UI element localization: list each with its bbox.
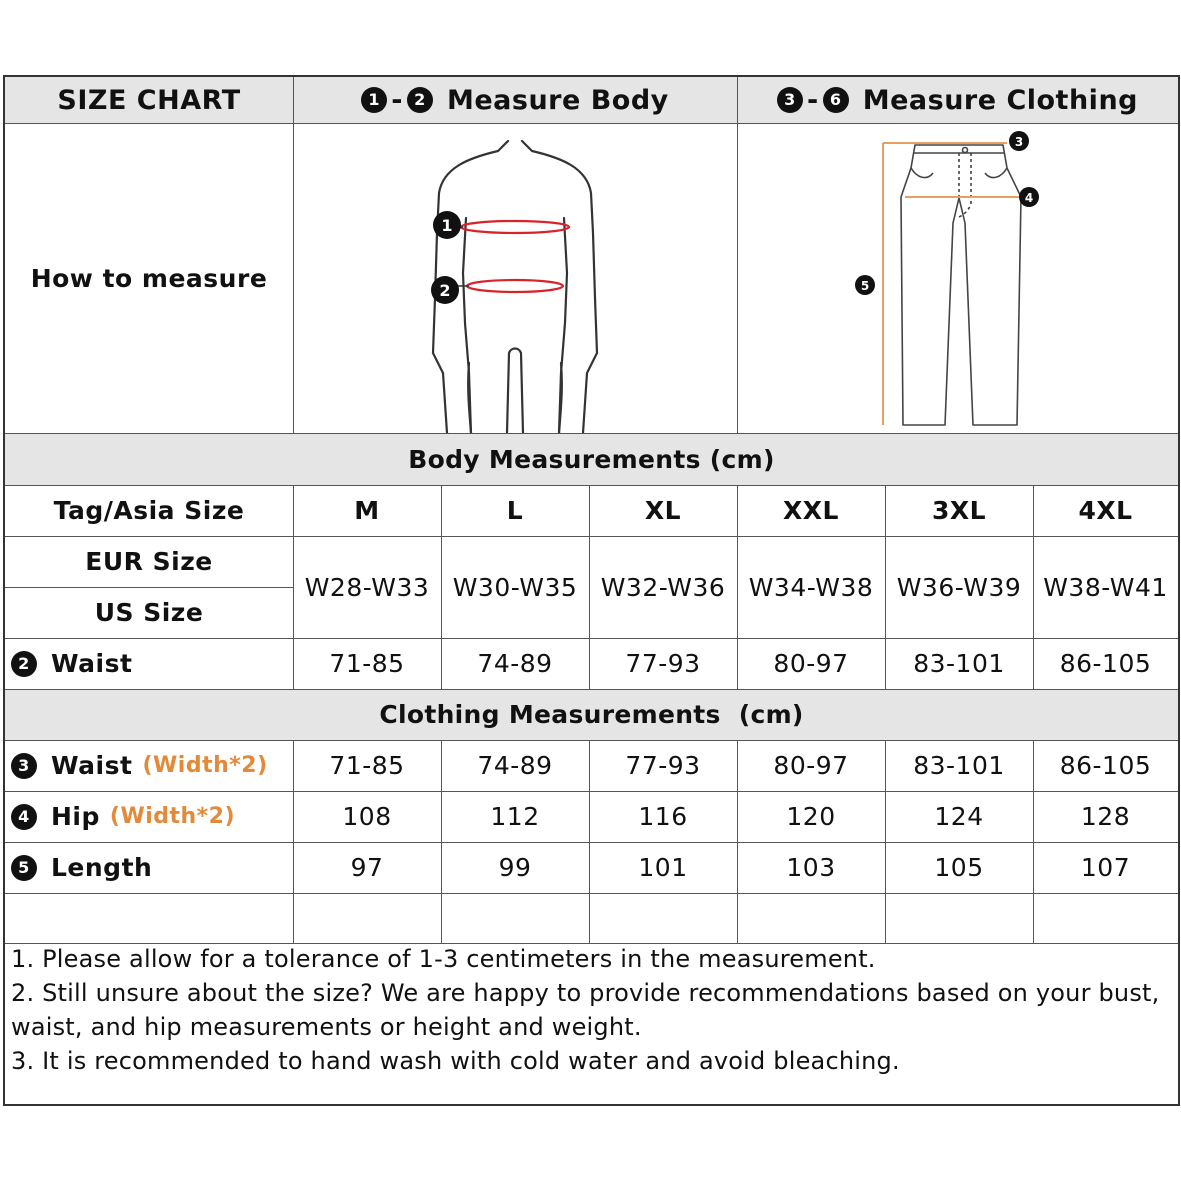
grid-line [5,791,1178,792]
clothing-waist-3xl: 83-101 [913,751,1005,780]
grid-line [5,638,1178,639]
clothing-waist-xxl: 80-97 [773,751,849,780]
size-notes [11,942,1171,1078]
size-m: M [354,496,380,525]
length-3xl: 105 [934,853,984,882]
clothing-measurements-title: Clothing Measurements (cm) [5,689,1178,740]
measure-body-header [293,77,737,123]
size-chart-title: SIZE CHART [5,77,293,123]
length-text: Length [51,853,153,882]
clothing-waist-note: (Width*2) [142,753,268,778]
clothing-waist-l: 74-89 [477,751,553,780]
marker-1-icon: 1 [361,87,387,113]
clothing-waist-xl: 77-93 [625,751,701,780]
eur-us-4xl: W38-W41 [1043,572,1168,602]
grid-line [293,740,294,943]
length-label [5,842,293,893]
grid-line [885,485,886,689]
marker-2-icon: 2 [11,651,37,677]
body-measurements-title: Body Measurements (cm) [5,433,1178,485]
body-waist-l: 74-89 [477,649,553,678]
clothing-waist-m: 71-85 [329,751,405,780]
clothing-waist-4xl: 86-105 [1059,751,1152,780]
hip-xxl: 120 [786,802,836,831]
grid-line [5,740,1178,741]
body-marker-2: 2 [439,281,451,300]
size-3xl: 3XL [931,496,987,525]
size-chart-table [3,75,1180,1106]
grid-line [737,740,738,943]
hip-label [5,791,293,842]
length-l: 99 [498,853,532,882]
pants-marker-3: 3 [1014,135,1024,149]
grid-line [5,893,1178,894]
marker-6-icon: 6 [823,87,849,113]
measure-body-label: Measure Body [446,84,669,116]
eur-us-xl: W32-W36 [600,572,726,602]
grid-line [5,433,1178,434]
grid-line [589,740,590,943]
marker-3-icon: 3 [11,753,37,779]
size-l: L [506,496,524,525]
body-waist-3xl: 83-101 [913,649,1005,678]
body-waist-m: 71-85 [329,649,405,678]
grid-line [5,689,1178,690]
marker-2-icon: 2 [407,87,433,113]
grid-line [589,485,590,689]
grid-line [5,587,293,588]
hip-4xl: 128 [1080,802,1131,831]
hip-xl: 116 [638,802,688,831]
clothing-waist-text: Waist [51,751,133,780]
eur-us-m: W28-W33 [304,572,430,602]
how-to-measure-label: How to measure [30,263,268,293]
marker-5-icon: 5 [11,855,37,881]
body-silhouette-icon [293,123,737,433]
eur-us-xxl: W34-W38 [748,572,874,602]
grid-line [5,536,1178,537]
grid-line [441,485,442,689]
tag-asia-size-label: Tag/Asia Size [53,496,245,525]
pants-marker-4: 4 [1024,191,1034,205]
eur-us-l: W30-W35 [452,572,578,602]
note-2: 2. Still unsure about the size? We are happy to provide recommendations based on your bust, waist, and hip measurements or height and weight. [11,979,1160,1041]
range-dash: - [391,84,403,116]
pants-marker-5: 5 [860,279,870,293]
eur-us-3xl: W36-W39 [896,572,1022,602]
grid-line [737,485,738,689]
marker-4-icon: 4 [11,804,37,830]
range-dash: - [807,84,819,116]
grid-line [5,123,1178,124]
body-waist-4xl: 86-105 [1059,649,1152,678]
note-1: 1. Please allow for a tolerance of 1-3 centimeters in the measurement. [11,945,876,973]
grid-line [737,77,738,433]
length-4xl: 107 [1080,853,1131,882]
hip-m: 108 [342,802,392,831]
body-waist-text: Waist [51,649,133,678]
length-xxl: 103 [786,853,836,882]
length-xl: 101 [638,853,688,882]
grid-line [441,740,442,943]
pants-diagram [737,123,1178,433]
marker-3-icon: 3 [777,87,803,113]
measure-clothing-label: Measure Clothing [862,84,1138,116]
hip-3xl: 124 [934,802,984,831]
grid-line [5,842,1178,843]
pants-outline-icon [737,123,1178,433]
size-4xl: 4XL [1078,496,1133,525]
grid-line [885,740,886,943]
clothing-waist-label [5,740,293,791]
hip-note: (Width*2) [109,804,236,829]
measure-clothing-header [737,77,1178,123]
size-xl: XL [644,496,682,525]
body-diagram [293,123,737,433]
note-3: 3. It is recommended to hand wash with cold water and avoid bleaching. [11,1047,900,1075]
grid-line [5,485,1178,486]
grid-line [293,485,294,689]
body-waist-label [5,638,293,689]
us-size-label: US Size [94,598,204,627]
body-waist-xl: 77-93 [625,649,701,678]
body-waist-xxl: 80-97 [773,649,849,678]
eur-size-label: EUR Size [85,547,213,576]
grid-line [1033,485,1034,689]
hip-l: 112 [490,802,540,831]
hip-text: Hip [51,802,100,831]
length-m: 97 [350,853,384,882]
grid-line [1033,740,1034,943]
grid-line [293,77,294,433]
size-xxl: XXL [783,496,839,525]
body-marker-1: 1 [441,216,453,235]
